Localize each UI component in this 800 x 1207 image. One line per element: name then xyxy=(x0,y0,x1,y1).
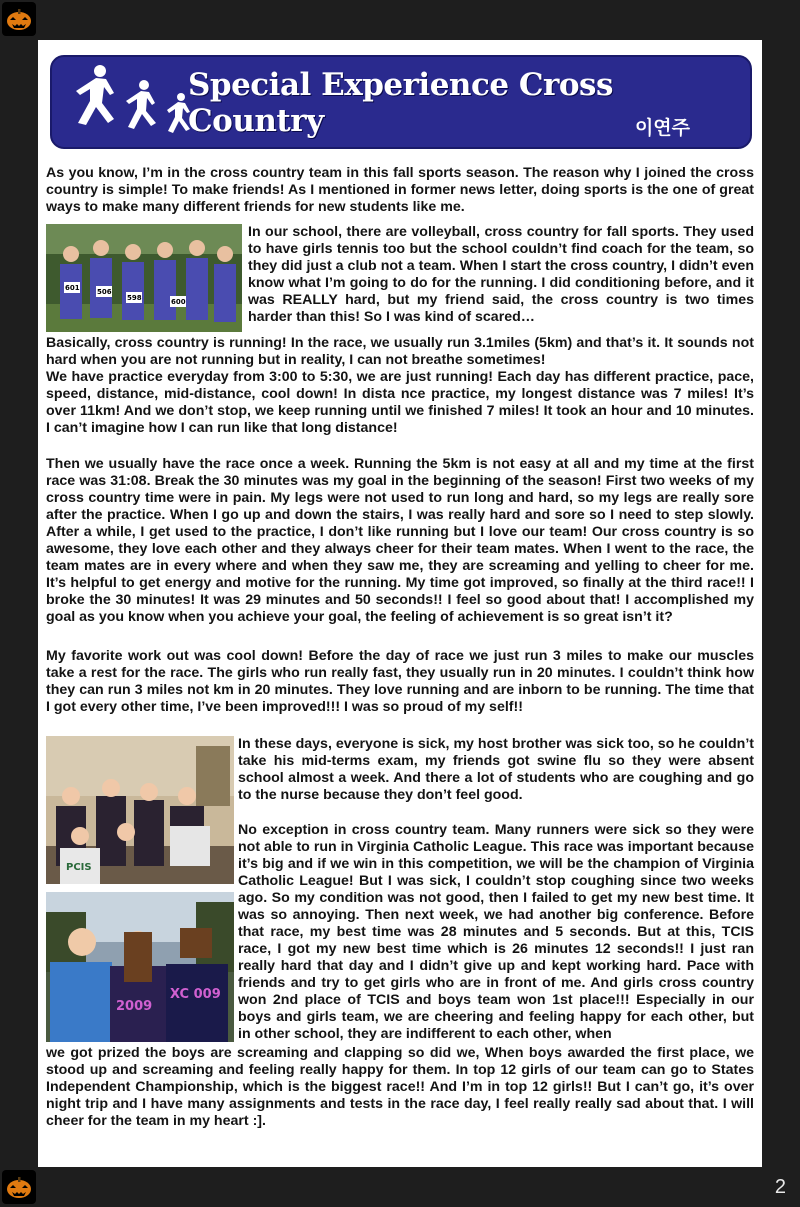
team-photo-friends xyxy=(46,892,234,1042)
article-banner xyxy=(50,55,752,149)
article-title: Special Experience Cross Country xyxy=(188,67,613,139)
bib-number: 601 xyxy=(65,284,80,292)
shirt-text: 2009 xyxy=(116,999,153,1014)
shirt-text: PCIS xyxy=(66,862,92,873)
paragraph-fall-sports: In our school, there are volleyball, cross country for fall sports. They used to have girls tennis too but the school couldn’t find coach for the team, so they did just a club not a team. When I start the cross country, I didn’t even know what I’m going to do for the running. I did conditioning before, and it was REALLY hard, but my friend said, the cross country is two times harder than this! So I was kind of scared… xyxy=(248,224,754,325)
bib-number: 506 xyxy=(97,288,112,296)
paragraph-basics: Basically, cross country is running! In the race, we usually run 3.1miles (5km) and that’s it. It sounds not hard when you are not running but in reality, I can not breathe sometimes! xyxy=(46,335,754,368)
article-author: 이연주 xyxy=(634,118,690,139)
bib-number: 600 xyxy=(171,298,186,306)
newsletter-page xyxy=(38,40,762,1167)
paragraph-championship: we got prized the boys are screaming and clapping so did we, When boys awarded the first place, we stood up and screaming and feeling really happy for them. In top 12 girls of our team can go to States Independent Championship, which is the biggest race!! And I’m in top 12 girls!! But I can’t go, it’s over night trip and I have many assignments and tests in the race day, I feel really really sad about that. I will cheer for the team in my heart :]. xyxy=(46,1045,754,1129)
paragraph-cool-down: My favorite work out was cool down! Before the day of race we just run 3 miles to make our muscles take a rest for the race. The girls who run really fast, they usually run in 20 minutes. I couldn’t think how they can run 3 miles not km in 20 minutes. They love running and are inborn to be running. The time that I got every other time, I’ve been improved!!! I was so proud of my self!! xyxy=(46,648,754,715)
paragraph-sickness: In these days, everyone is sick, my host brother was sick too, so he couldn’t take his mid-terms exam, my friends got swine flu so they were absent school almost a week. And there a lot of students who are coughing and go to the nurse because they don’t feel good. xyxy=(238,736,754,803)
team-photo-runners xyxy=(46,224,242,332)
paragraph-race: Then we usually have the race once a week. Running the 5km is not easy at all and my time at the first race was 31:08. Break the 30 minutes was my goal in the beginning of the season! First two weeks of my cross country time were in pain. My legs were not used to run long and hard, so my legs are really sore after the practice. When I go up and down the stairs, I was really hard and sore so I need to step slowly. After a while, I get used to the practice, I don’t like running but I love our team! Our cross country is so awesome, they love each other and they always cheer for their team mates. When I went to the race, the team mates are in every where and when they saw me, they are screaming and yelling to cheer for me. It’s helpful to get energy and motive for the running. My time got improved, so finally at the third race!! I broke the 30 minutes! It was 29 minutes and 50 seconds!! I feel so good about that! I accomplished my goal as you know when you achieve your goal, the feeling of achievement is so great isn’t it? xyxy=(46,456,754,625)
paragraph-practice: We have practice everyday from 3:00 to 5:30, we are just running! Each day has different practice, pace, speed, distance, mid-distance, cool down! In dista nce practice, my longest distance was 7 miles! It’s over 11km! And we don’t stop, we keep running until we finished 7 miles! It took an hour and 10 minutes. I can’t imagine how I can run like that long distance! xyxy=(46,369,754,436)
page-number: 2 xyxy=(774,1176,786,1198)
runner-silhouette-icon xyxy=(70,63,200,141)
pumpkin-icon xyxy=(2,2,36,36)
shirt-text: XC 009 xyxy=(170,987,221,1002)
pumpkin-icon xyxy=(2,1170,36,1204)
bib-number: 598 xyxy=(127,294,142,302)
paragraph-intro: As you know, I’m in the cross country team in this fall sports season. The reason why I joined the cross country is simple! To make friends! As I mentioned in former news letter, doing sports is the one of great ways to make many different friends for new students like me. xyxy=(46,165,754,215)
team-photo-indoor xyxy=(46,736,234,884)
paragraph-conference: No exception in cross country team. Many runners were sick so they were not able to run in Virginia Catholic League. This race was important because it’s big and if we win in this competition, we will be the champion of Virginia Catholic League! But I was sick, I couldn’t stop coughing since two weeks ago. So my condition was not good, then I failed to get my new best time. It was so annoying. Then next week, we had another big conference. Before that race, my best time was 28 minutes and 5 seconds. But at this, TCIS race, I got my new best time which is 26 minutes 12 seconds!! I just ran really hard that day and I didn’t give up and kept working hard. Pace with friends and try to get girls who are in front of me. And girls cross country won 2nd place of TCIS and boys team won 1st place!!! Especially in our boys and girls team, we are cheering and feeling happy for each other, but in other school, they are indifferent to each other, when xyxy=(238,822,754,1042)
